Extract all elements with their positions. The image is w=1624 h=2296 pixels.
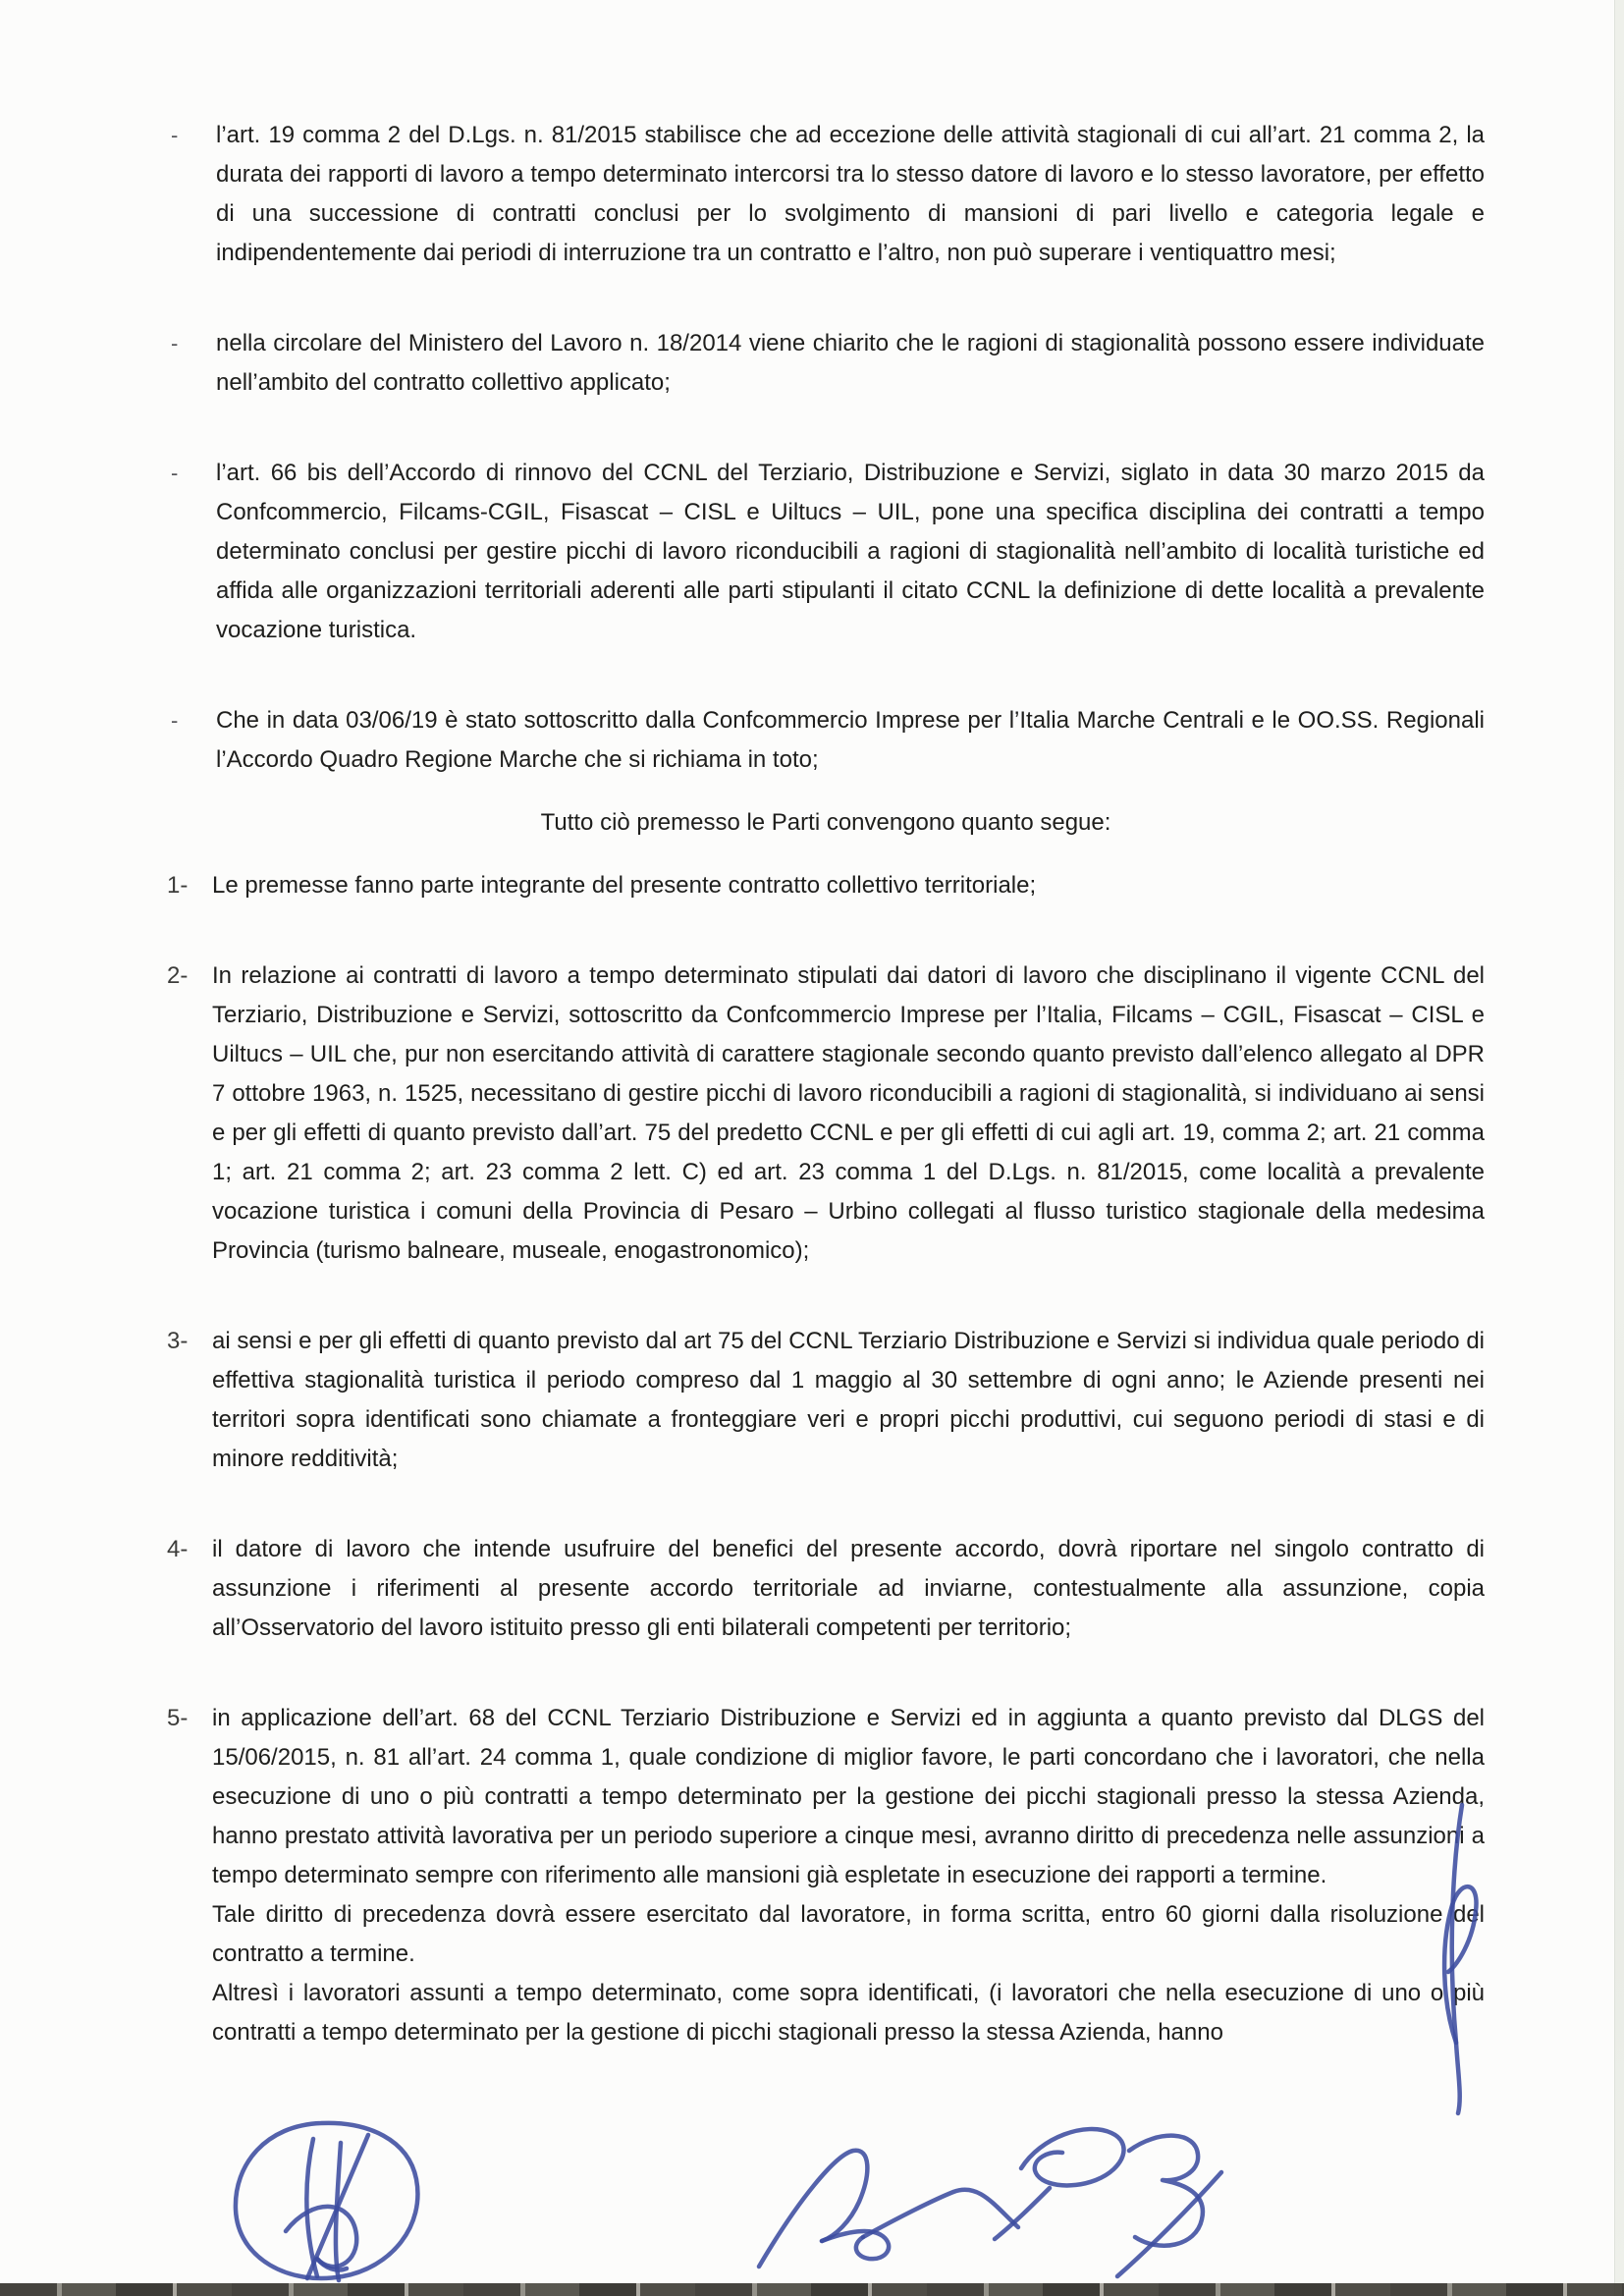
premise-item-4	[167, 701, 1485, 780]
item-number-2: 2-	[167, 962, 189, 989]
premise-text-4: Che in data 03/06/19 è stato sottoscritto dalla Confcommercio Imprese per l’Italia Marche Centrali e le OO.SS. Regionali l’Accordo Quadro Regione Marche che si richiama in toto;	[216, 707, 1485, 773]
item-text-3: ai sensi e per gli effetti di quanto previsto dal art 75 del CCNL Terziario Distribuzione e Servizi si individua quale periodo di effettiva stagionalità turistica il periodo compreso dal 1 maggio al 30 settembre di ogni anno; le Aziende presenti nei territori sopra identificati sono chiamate a fronteggiare veri e propri picchi produttivi, cui seguono periodi di stasi e di minore redditività;	[212, 1328, 1485, 1472]
item-text-2: In relazione ai contratti di lavoro a tempo determinato stipulati dai datori di lavoro che disciplinano il vigente CCNL del Terziario, Distribuzione e Servizi, sottoscritto da Confcommercio Imprese per l’Italia, Filcams – CGIL, Fisascat – CISL e Uiltucs – UIL che, pur non esercitando attività di carattere stagionale secondo quanto previsto dall’elenco allegato al DPR 7 ottobre 1963, n. 1525, necessitano di gestire picchi di lavoro riconducibili a ragioni di stagionalità, si individuano ai sensi e per gli effetti di quanto previsto dall’art. 75 del predetto CCNL e per gli effetti di cui agli art. 19, comma 2; art. 21 comma 1; art. 21 comma 2; art. 23 comma 2 lett. C) ed art. 23 comma 1 del D.Lgs. n. 81/2015, come località a prevalente vocazione turistica i comuni della Provincia di Pesaro – Urbino collegati al flusso turistico stagionale della medesima Provincia (turismo balneare, museale, enogastronomico);	[212, 962, 1485, 1264]
numbered-item-5	[167, 1699, 1485, 2052]
item5-paragraph-1: in applicazione dell’art. 68 del CCNL Terziario Distribuzione e Servizi ed in aggiunta a quanto previsto dal DLGS del 15/06/2015, n. 81 all’art. 24 comma 1, quale condizione di miglior favore, le parti concordano che i lavoratori, che nella esecuzione di uno o più contratti a tempo determinato per la gestione dei picchi stagionali presso la stessa Azienda, hanno prestato attività lavorativa per un periodo superiore a cinque mesi, avranno diritto di precedenza nelle assunzioni a tempo determinato sempre con riferimento alle mansioni già espletate in esecuzione dei rapporti a termine.	[212, 1705, 1485, 1888]
transition-line: Tutto ciò premesso le Parti convengono quanto segue:	[540, 809, 1111, 836]
numbered-item-2	[167, 957, 1485, 1271]
premise-text-2: nella circolare del Ministero del Lavoro n. 18/2014 viene chiarito che le ragioni di stagionalità possono essere individuate nell’ambito del contratto collettivo applicato;	[216, 330, 1485, 396]
document-content	[167, 116, 1485, 2104]
item-number-3: 3-	[167, 1328, 189, 1354]
bullet-dash: -	[171, 123, 179, 147]
premise-item-1	[167, 116, 1485, 273]
item-number-4: 4-	[167, 1536, 189, 1562]
signature-ink-left	[221, 2111, 447, 2293]
scan-edge-artifact	[1614, 0, 1624, 2296]
item-text-4: il datore di lavoro che intende usufruire del benefici del presente accordo, dovrà riportare nel singolo contratto di assunzione i riferimenti al presente accordo territoriale ad inviarne, contestualmente alla assunzione, copia all’Osservatorio del lavoro istituito presso gli enti bilaterali competenti per territorio;	[212, 1536, 1485, 1641]
signature-paraph-right-margin	[1419, 1797, 1497, 2121]
item5-paragraph-2: Tale diritto di precedenza dovrà essere esercitato dal lavoratore, in forma scritta, entro 60 giorni dalla risoluzione del contratto a termine.	[212, 1901, 1485, 1967]
item5-paragraph-3: Altresì i lavoratori assunti a tempo determinato, come sopra identificati, (i lavoratori che nella esecuzione di uno o più contratti a tempo determinato per la gestione di picchi stagionali presso la stessa Azienda, hanno	[212, 1980, 1485, 2046]
numbered-item-1	[167, 866, 1485, 905]
premise-item-2	[167, 324, 1485, 403]
item-number-5: 5-	[167, 1705, 189, 1731]
premise-text-1: l’art. 19 comma 2 del D.Lgs. n. 81/2015 stabilisce che ad eccezione delle attività stagionali di cui all’art. 21 comma 2, la durata dei rapporti di lavoro a tempo determinato intercorsi tra lo stesso datore di lavoro e lo stesso lavoratore, per effetto di una successione di contratti conclusi per lo svolgimento di mansioni di pari livello e categoria legale e indipendentemente dai periodi di interruzione tra un contratto e l’altro, non può superare i ventiquattro mesi;	[216, 122, 1485, 266]
scan-bottom-band-artifact	[0, 2283, 1624, 2296]
item-text-1: Le premesse fanno parte integrante del presente contratto collettivo territoriale;	[212, 872, 1037, 899]
numbered-item-3	[167, 1322, 1485, 1479]
bullet-dash: -	[171, 331, 179, 355]
premise-item-3	[167, 454, 1485, 650]
numbered-item-4	[167, 1530, 1485, 1648]
signature-ink-right	[1001, 2111, 1257, 2283]
bullet-dash: -	[171, 708, 179, 733]
bullet-dash: -	[171, 461, 179, 485]
item-text-5	[212, 1699, 1485, 2052]
premise-text-3: l’art. 66 bis dell’Accordo di rinnovo del CCNL del Terziario, Distribuzione e Servizi, siglato in data 30 marzo 2015 da Confcommercio, Filcams-CGIL, Fisascat – CISL e Uiltucs – UIL, pone una specifica disciplina dei contratti a tempo determinato conclusi per gestire picchi di lavoro riconducibili a ragioni di stagionalità nell’ambito di località turistiche ed affida alle organizzazioni territoriali aderenti alle parti stipulanti il citato CCNL la definizione di dette località a prevalente vocazione turistica.	[216, 460, 1485, 643]
item-number-1: 1-	[167, 872, 189, 899]
